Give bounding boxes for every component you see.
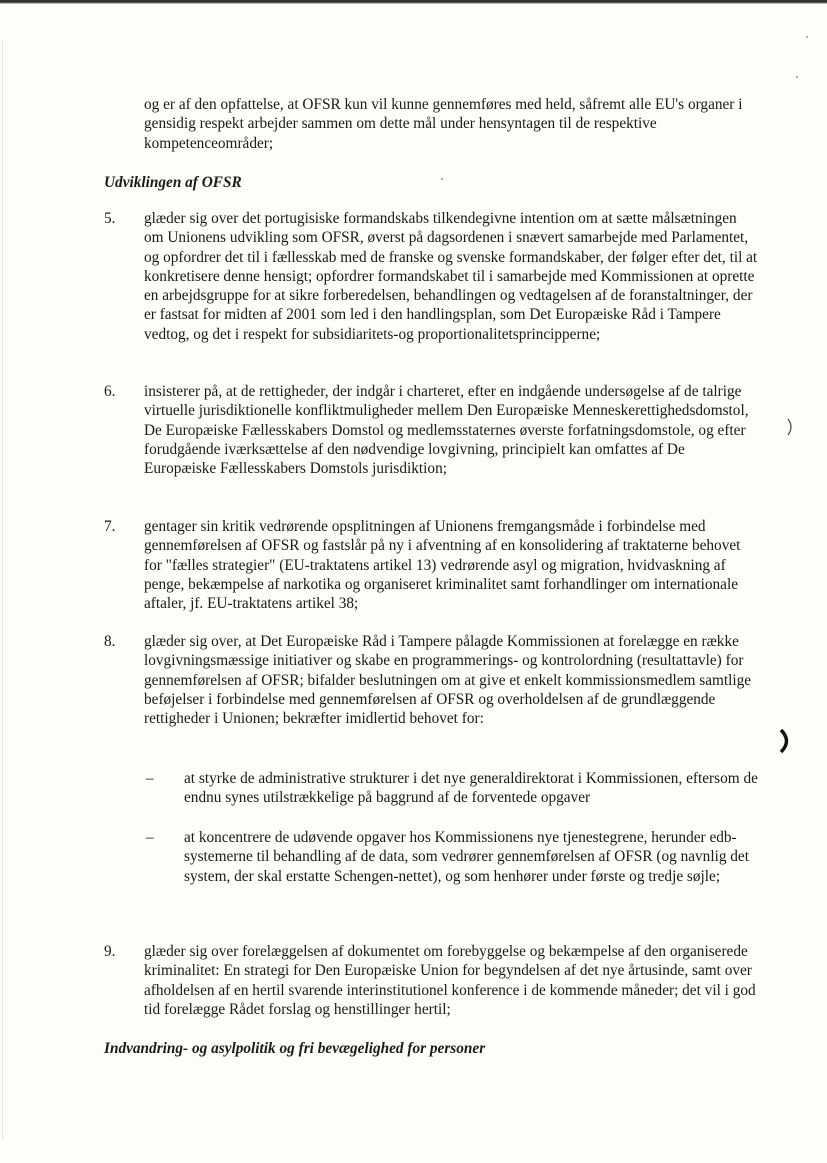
bullet-text: at styrke de administrative strukturer i det nye generaldirektorat i Kommissionen, eftersom de endnu synes utilstrækkelige på baggrund af de forventede opgaver [184, 770, 758, 807]
scan-speck [796, 76, 798, 78]
item-number: 6. [104, 383, 116, 400]
margin-mark-small-icon [786, 417, 796, 437]
scan-speck [441, 178, 443, 180]
left-scan-edge [2, 40, 3, 1140]
section-heading-immigration: Indvandring- og asylpolitik og fri bevægelighed for personer [104, 1040, 486, 1057]
top-scan-edge [0, 0, 827, 4]
bullet-dash: – [146, 829, 154, 846]
item-text: insisterer på, at de rettigheder, der indgår i charteret, efter en indgående undersøgelse af de talrige virtuelle jurisdiktionelle konfliktmuligheder mellem Den Europæiske Menneskerettighedsdomstol, De Europæiske Fællesskabers Domstol og medlemsstaternes øverste forfatningsdomstole, og efter forudgående iværksættelse af den nødvendige lovgivning, principielt kan omfattes af De Europæiske Fællesskabers Domstols jurisdiktion; [144, 383, 749, 478]
item-text: gentager sin kritik vedrørende opsplitningen af Unionens fremgangsmåde i forbindelse med gennemførelsen af OFSR og fastslår på ny i afventning af en konsolidering af traktaterne behovet for "fælles strategier" (EU-traktatens artikel 13) vedrørende asyl og migration, hvidvaskning af penge, bekæmpelse af narkotika og organiseret kriminalitet samt forhandlinger om internationale aftaler, jf. EU-traktatens artikel 38; [144, 518, 741, 613]
item-text: glæder sig over, at Det Europæiske Råd i Tampere pålagde Kommissionen at forelægge en række lovgivningsmæssige initiativer og skabe en programmerings- og kontrolordning (resultattavle) for gennemførelsen af OFSR; bifalder beslutningen om at give et enkelt kommissionsmedlem samtlige beføjelser i forbindelse med gennemførelsen af OFSR og overholdelsen af de grundlæggende rettigheder i Unionen; bekræfter imidlertid behovet for: [144, 633, 752, 728]
item-number: 9. [104, 943, 116, 960]
item-number: 7. [104, 518, 116, 535]
item-text: glæder sig over forelæggelsen af dokumentet om forebyggelse og bekæmpelse af den organiserede kriminalitet: En strategi for Den Europæiske Union for begyndelsen af det nye årtusinde, samt over afholdelsen af en hertil svarende interinstitutionel konference i de kommende måneder; det vil i god tid forelægge Rådet forslag og henstillinger hertil; [144, 943, 756, 1018]
bullet-text: at koncentrere de udøvende opgaver hos Kommissionens nye tjenestegrene, herunder edb-systemerne til behandling af de data, som vedrører gennemførelsen af OFSR (og navnlig det system, der skal erstatte Schengen-nettet), og som henhører under første og tredje søjle; [184, 829, 749, 885]
margin-mark-bracket-icon [779, 728, 793, 754]
intro-paragraph: og er af den opfattelse, at OFSR kun vil kunne gennemføres med held, såfremt alle EU's organer i gensidig respekt arbejder sammen om dette mål under hensyntagen til de respektive kompetenceområder; [144, 96, 743, 152]
item-text: glæder sig over det portugisiske formandskabs tilkendegivne intention om at sætte målsætningen om Unionens udvikling som OFSR, øverst på dagsordenen i snævert samarbejde med Parlamentet, og opfordrer det til i fællesskab med de franske og svenske formandskaber, der følger efter det, til at konkretisere denne hensigt; opfordrer formandskabet til i samarbejde med Kommissionen at oprette en arbejdsgruppe for at sikre forberedelsen, behandlingen og vedtagelsen af de foranstaltninger, der er fastsat for midten af 2001 som led i den handlingsplan, som Det Europæiske Råd i Tampere vedtog, og det i respekt for subsidiaritets-og proportionalitetsprincipperne; [144, 210, 758, 343]
scan-speck [806, 36, 808, 38]
bullet-dash: – [146, 770, 154, 787]
item-number: 5. [104, 210, 116, 227]
section-heading-ofsr: Udviklingen af OFSR [104, 174, 242, 191]
item-number: 8. [104, 633, 116, 650]
